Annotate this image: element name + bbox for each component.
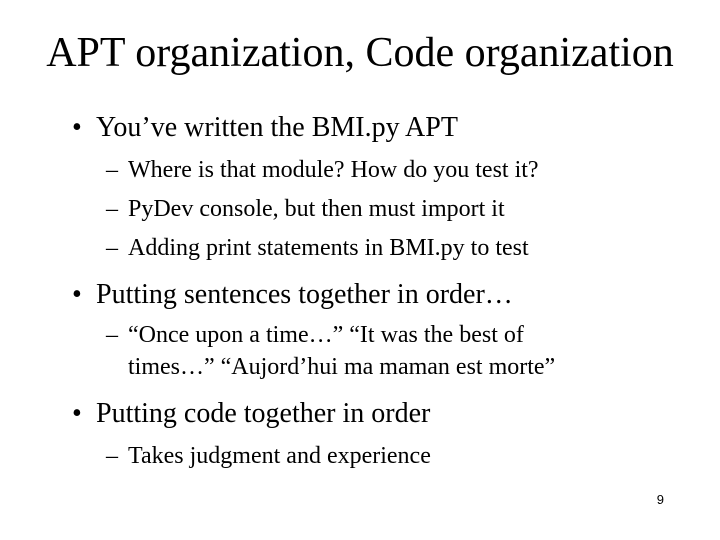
- dash-marker: –: [106, 322, 118, 348]
- dash-marker: –: [106, 157, 118, 183]
- slide-title: APT organization, Code organization: [46, 30, 674, 76]
- bullet-marker: •: [72, 398, 82, 429]
- sub-item-text: times…” “Aujord’hui ma maman est morte”: [128, 354, 556, 380]
- dash-marker: –: [106, 235, 118, 261]
- page-number: 9: [656, 492, 664, 507]
- bullet-text: You’ve written the BMI.py APT: [96, 112, 458, 143]
- sub-item-text: Takes judgment and experience: [128, 443, 431, 469]
- dash-marker: –: [106, 196, 118, 222]
- sub-item-text: Where is that module? How do you test it?: [128, 157, 539, 183]
- bullet-marker: •: [72, 279, 82, 310]
- sub-item-text: Adding print statements in BMI.py to test: [128, 235, 529, 261]
- dash-marker: –: [106, 443, 118, 469]
- bullet-marker: •: [72, 112, 82, 143]
- sub-item-text: “Once upon a time…” “It was the best of: [128, 322, 524, 348]
- sub-item-text: PyDev console, but then must import it: [128, 196, 505, 222]
- bullet-text: Putting sentences together in order…: [96, 279, 513, 310]
- bullet-text: Putting code together in order: [96, 398, 431, 429]
